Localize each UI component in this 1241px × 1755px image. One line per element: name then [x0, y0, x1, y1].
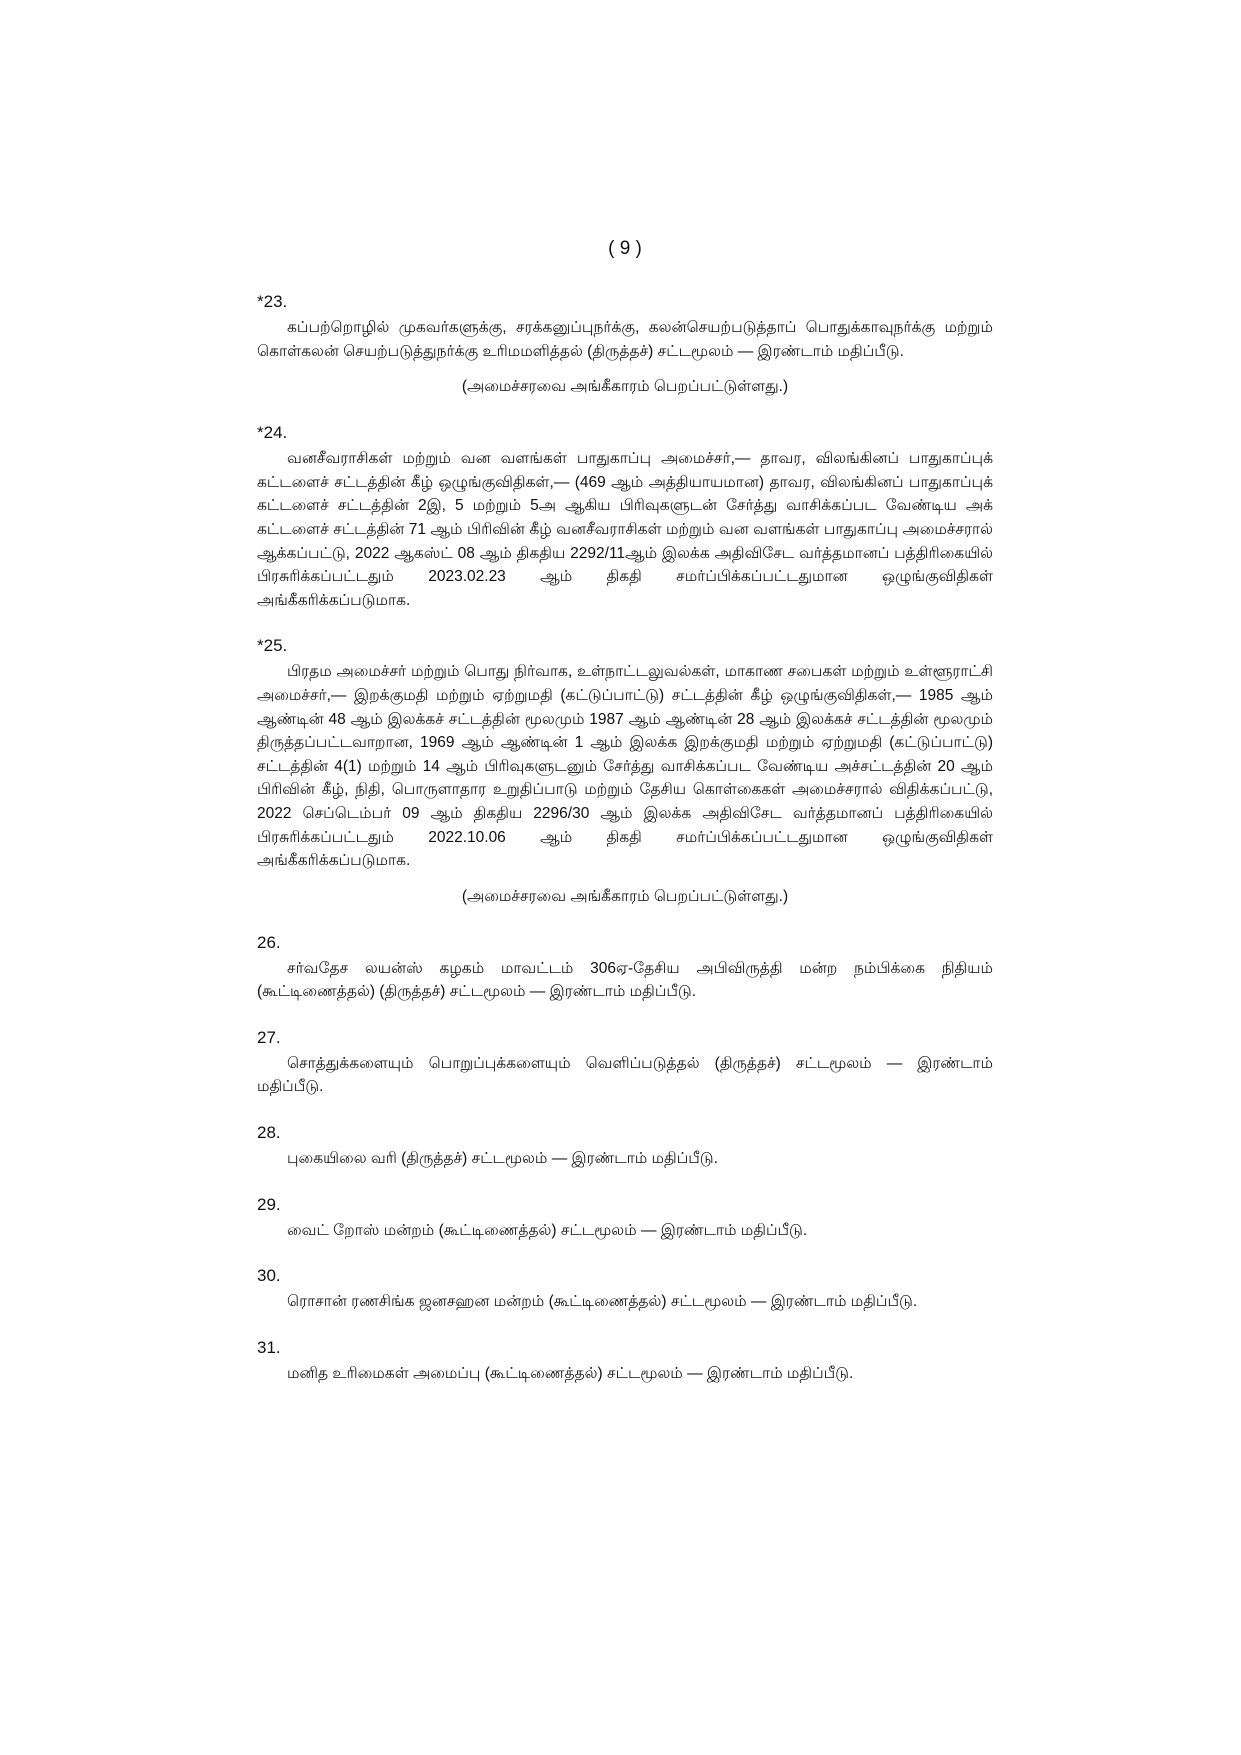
agenda-item-28	[257, 1121, 993, 1171]
agenda-item-27	[257, 1026, 993, 1099]
cabinet-approval-note: (அமைச்சரவை அங்கீகாரம் பெறப்பட்டுள்ளது.)	[461, 887, 789, 905]
item-number: 29.	[257, 1194, 281, 1214]
item-text: பிரதம அமைச்சர் மற்றும் பொது நிர்வாக, உள்நாட்டலுவல்கள், மாகாண சபைகள் மற்றும் உள்ளூராட்சி அமைச்சர்,— இறக்குமதி மற்றும் ஏற்றுமதி (கட்டுப்பாட்டு) சட்டத்தின் கீழ் ஒழுங்குவிதிகள்,— 1985 ஆம் ஆண்டின் 48 ஆம் இலக்கச் சட்டத்தின் மூலமும் 1987 ஆம் ஆண்டின் 28 ஆம் இலக்கச் சட்டத்தின் மூலமும் திருத்தப்பட்டவாறான, 1969 ஆம் ஆண்டின் 1 ஆம் இலக்க இறக்குமதி மற்றும் ஏற்றுமதி (கட்டுப்பாட்டு) சட்டத்தின் 4(1) மற்றும் 14 ஆம் பிரிவுகளுடனும் சேர்த்து வாசிக்கப்பட வேண்டிய அச்சட்டத்தின் 20 ஆம் பிரிவின் கீழ், நிதி, பொருளாதார உறுதிப்பாடு மற்றும் தேசிய கொள்கைகள் அமைச்சரால் விதிக்கப்பட்டு, 2022 செப்டெம்பர் 09 ஆம் திகதிய 2296/30 ஆம் இலக்க அதிவிசேட வர்த்தமானப் பத்திரிகையில் பிரசுரிக்கப்பட்டதும் 2022.10.06 ஆம் திகதி சமர்ப்பிக்கப்பட்டதுமான ஒழுங்குவிதிகள் அங்கீகரிக்கப்படுமாக.	[257, 663, 993, 870]
item-number: *25.	[257, 636, 288, 656]
item-text: வைட் றோஸ் மன்றம் (கூட்டிணைத்தல்) சட்டமூலம் — இரண்டாம் மதிப்பீடு.	[287, 1221, 808, 1239]
item-text: வனசீவராசிகள் மற்றும் வன வளங்கள் பாதுகாப்பு அமைச்சர்,— தாவர, விலங்கினப் பாதுகாப்புக் கட்டளைச் சட்டத்தின் கீழ் ஒழுங்குவிதிகள்,— (469 ஆம் அத்தியாயமான) தாவர, விலங்கினப் பாதுகாப்புக் கட்டளைச் சட்டத்தின் 2இ, 5 மற்றும் 5அ ஆகிய பிரிவுகளுடன் சேர்த்து வாசிக்கப்பட வேண்டிய அக் கட்டளைச் சட்டத்தின் 71 ஆம் பிரிவின் கீழ் வனசீவராசிகள் மற்றும் வன வளங்கள் பாதுகாப்பு அமைச்சரால் ஆக்கப்பட்டு, 2022 ஆகஸ்ட் 08 ஆம் திகதிய 2292/11ஆம் இலக்க அதிவிசேட வர்த்தமானப் பத்திரிகையில் பிரசுரிக்கப்பட்டதும் 2023.02.23 ஆம் திகதி சமர்ப்பிக்கப்பட்டதுமான ஒழுங்குவிதிகள் அங்கீகரிக்கப்படுமாக.	[257, 450, 993, 609]
item-number: 31.	[257, 1337, 281, 1357]
document-page	[257, 238, 993, 1407]
agenda-item-23	[257, 290, 993, 399]
item-text: சொத்துக்களையும் பொறுப்புக்களையும் வெளிப்படுத்தல் (திருத்தச்) சட்டமூலம் — இரண்டாம் மதிப்பீடு.	[257, 1054, 993, 1096]
item-text: ரொசான் ரணசிங்க ஜனசஹன மன்றம் (கூட்டிணைத்தல்) சட்டமூலம் — இரண்டாம் மதிப்பீடு.	[287, 1293, 918, 1311]
item-text: கப்பற்றொழில் முகவர்களுக்கு, சரக்கனுப்புநர்க்கு, கலன்செயற்படுத்தாப் பொதுக்காவுநர்க்கு மற்றும் கொள்கலன் செயற்படுத்துநர்க்கு உரிமமளித்தல் (திருத்தச்) சட்டமூலம் — இரண்டாம் மதிப்பீடு.	[257, 319, 993, 360]
item-text: புகையிலை வரி (திருத்தச்) சட்டமூலம் — இரண்டாம் மதிப்பீடு.	[287, 1150, 718, 1168]
cabinet-approval-note: (அமைச்சரவை அங்கீகாரம் பெறப்பட்டுள்ளது.)	[461, 378, 789, 396]
agenda-item-24	[257, 421, 993, 612]
item-number: *23.	[257, 292, 288, 311]
agenda-item-31	[257, 1336, 993, 1386]
item-number: 28.	[257, 1123, 281, 1143]
page-number: ( 9 )	[608, 238, 642, 259]
item-text: மனித உரிமைகள் அமைப்பு (கூட்டிணைத்தல்) சட்டமூலம் — இரண்டாம் மதிப்பீடு.	[287, 1364, 854, 1382]
item-number: 30.	[257, 1266, 281, 1286]
agenda-item-29	[257, 1193, 993, 1243]
agenda-item-30	[257, 1264, 993, 1314]
item-number: *24.	[257, 423, 288, 443]
agenda-item-25	[257, 634, 993, 908]
agenda-item-26	[257, 931, 993, 1004]
item-number: 26.	[257, 932, 281, 952]
item-number: 27.	[257, 1027, 281, 1047]
item-text: சர்வதேச லயன்ஸ் கழகம் மாவட்டம் 306ஏ-தேசிய அபிவிருத்தி மன்ற நம்பிக்கை நிதியம் (கூட்டிணைத்தல்) (திருத்தச்) சட்டமூலம் — இரண்டாம் மதிப்பீடு.	[257, 959, 993, 1001]
